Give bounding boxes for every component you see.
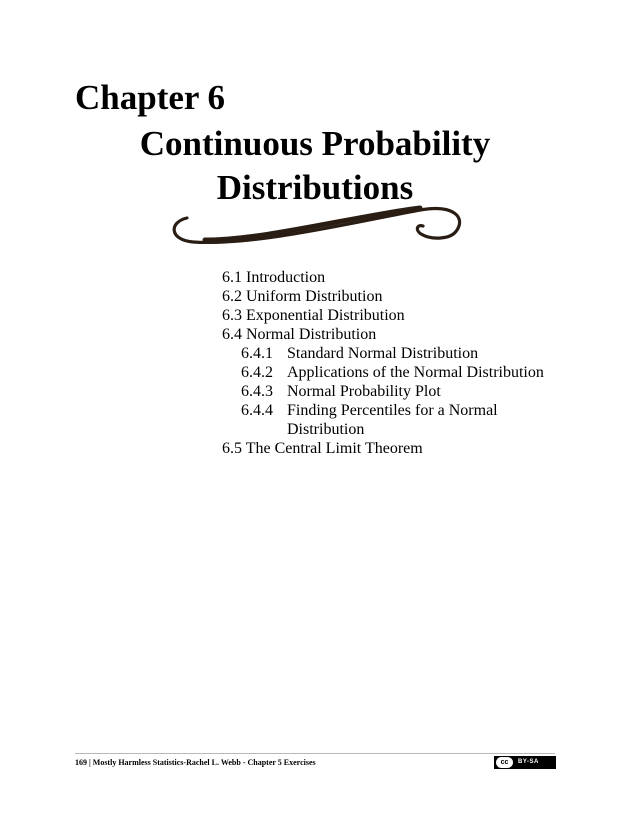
toc-item[interactable] [222,439,582,458]
toc-item-text: 6.4 Normal Distribution [222,326,377,343]
toc-item-text: 6.1 Introduction [222,269,326,286]
toc-subitem-number: 6.4.1 [241,345,273,362]
toc-subitem-text: Standard Normal Distribution [287,345,479,362]
chapter-title-line-2: Distributions [216,168,414,207]
toc-item-text: 6.3 Exponential Distribution [222,307,405,324]
cc-logo: cc [496,757,513,768]
toc-subitem-continuation[interactable] [222,420,582,439]
toc-item[interactable] [222,325,582,344]
toc-subitem-text: Finding Percentiles for a Normal [287,402,498,419]
toc-item[interactable] [222,306,582,325]
toc-subitem-text: Applications of the Normal Distribution [287,364,544,381]
flourish-divider-icon [165,200,465,250]
toc-subitem-text: Distribution [287,421,365,438]
chapter-label: Chapter 6 [75,78,226,117]
toc-subitem-number: 6.4.3 [241,383,273,400]
chapter-title [100,122,530,210]
toc-item[interactable] [222,268,582,287]
toc-subitem[interactable] [222,382,582,401]
toc-subitem[interactable] [222,344,582,363]
toc-subitem-text: Normal Probability Plot [287,383,441,400]
toc-subitem-number: 6.4.4 [241,402,273,419]
table-of-contents [222,268,582,458]
toc-item-text: 6.5 The Central Limit Theorem [222,440,423,457]
cc-license-icon[interactable] [494,756,556,769]
toc-item-text: 6.2 Uniform Distribution [222,288,383,305]
cc-license-text: BY-SA [518,759,539,765]
footer-text: 169 | Mostly Harmless Statistics-Rachel L. Webb - Chapter 5 Exercises [75,758,316,767]
footer-divider [75,753,555,754]
toc-subitem[interactable] [222,401,582,420]
toc-item[interactable] [222,287,582,306]
chapter-title-line-1: Continuous Probability [139,124,491,163]
toc-subitem-number: 6.4.2 [241,364,273,381]
toc-subitem[interactable] [222,363,582,382]
